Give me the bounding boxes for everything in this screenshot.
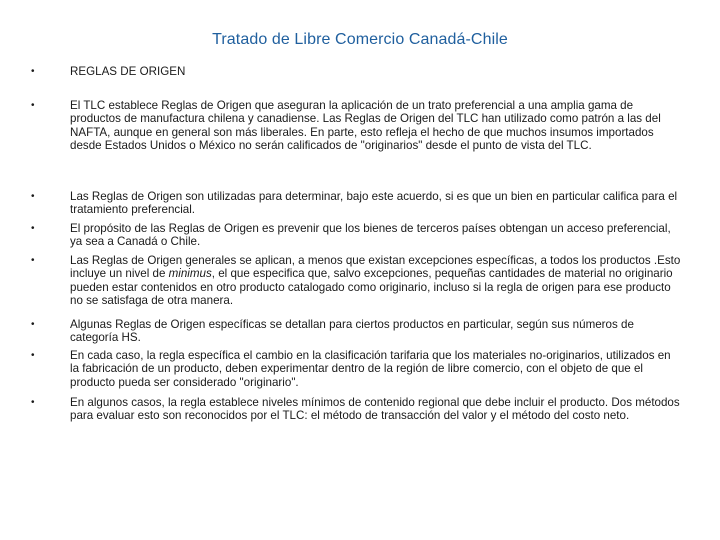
point-text: En cada caso, la regla específica el cambio en la clasificación tarifaria que los materiales no-originarios, utilizados en la fabricación de un producto, deben experimentar dentro de la región de libre comercio, con el objeto de que el producto pueda ser considerado "originario". <box>70 349 671 389</box>
bullet-icon: • <box>31 223 35 234</box>
bullet-icon: • <box>31 350 35 361</box>
point-text-part: , el que especifica que, salvo excepciones, pequeñas cantidades de material no originario pueden estar contenidos en otro producto catalogado como originario, incluso si la regla de origen para ese producto no se satisfaga de otra manera. <box>70 267 673 308</box>
bullet-icon: • <box>31 255 35 266</box>
point-text: El propósito de las Reglas de Origen es prevenir que los bienes de terceros países obtengan un acceso preferencial, ya sea a Canadá o Chile. <box>70 222 671 249</box>
slide-title: Tratado de Libre Comercio Canadá-Chile <box>212 31 508 48</box>
bullet-icon: • <box>31 66 35 77</box>
bullet-icon: • <box>31 319 35 330</box>
bullet-icon: • <box>31 191 35 202</box>
point-text: Algunas Reglas de Origen específicas se detallan para ciertos productos en particular, según sus números de categoría HS. <box>70 318 634 345</box>
section-heading: REGLAS DE ORIGEN <box>70 65 186 78</box>
bullet-icon: • <box>31 100 35 111</box>
bullet-icon: • <box>31 397 35 408</box>
point-text <box>70 254 682 308</box>
point-text: Las Reglas de Origen son utilizadas para determinar, bajo este acuerdo, si es que un bien en particular califica para el tratamiento preferencial. <box>70 190 678 217</box>
paragraph-text: El TLC establece Reglas de Origen que aseguran la aplicación de un trato preferencial a una amplia gama de productos de manufactura chilena y canadiense. Las Reglas de Origen del TLC han utilizado como patrón a las del NAFTA, aunque en general son más liberales. En parte, esto refleja el hecho de que muchos insumos importados desde Estados Unidos o México no serán calificados de "originarios" desde el punto de vista del TLC. <box>70 99 661 153</box>
point-text: En algunos casos, la regla establece niveles mínimos de contenido regional que debe incluir el producto. Dos métodos para evaluar esto son reconocidos por el TLC: el método de transacción del valor y el método del costo neto. <box>70 396 680 423</box>
point-text-italic: minimus <box>168 267 212 281</box>
point-text-part: Las Reglas de Origen generales se aplican, a menos que existan excepciones específicas, a todos los productos .Esto incluye un nivel de <box>70 254 681 281</box>
